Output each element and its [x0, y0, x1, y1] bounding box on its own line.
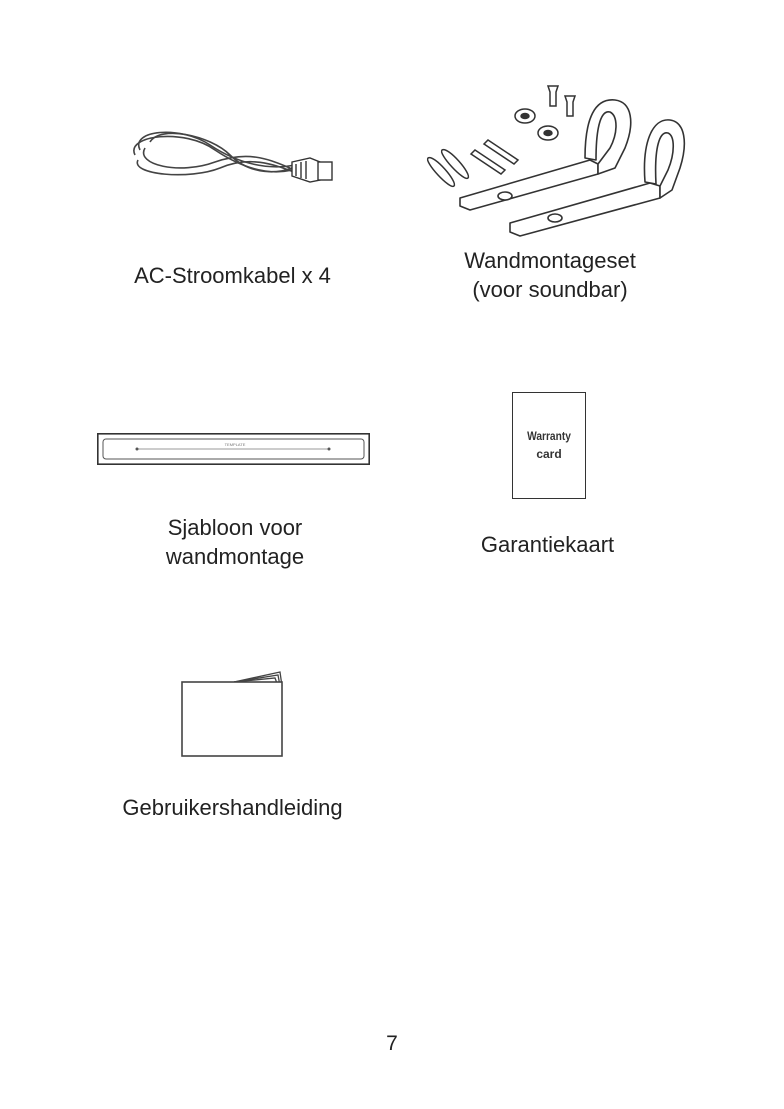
ac-cable-illustration: [120, 120, 350, 200]
ac-cable-caption: AC-Stroomkabel x 4: [134, 263, 331, 288]
template-printed-mark: TEMPLATE: [224, 442, 246, 447]
template-caption: Sjabloon voor wandmontage: [165, 515, 305, 569]
warranty-card-illustration: [512, 392, 586, 499]
user-manual-illustration: [180, 664, 286, 760]
warranty-card-text: Warranty card: [527, 429, 571, 461]
warranty-card-caption: Garantiekaart: [480, 532, 615, 557]
wall-mount-kit-caption: Wandmontageset (voor soundbar): [464, 248, 636, 302]
page-number: 7: [386, 1032, 398, 1055]
wall-mount-template-illustration: [97, 433, 370, 465]
wall-mount-kit-illustration: [420, 78, 690, 238]
user-manual-caption: Gebruikershandleiding: [122, 795, 343, 820]
